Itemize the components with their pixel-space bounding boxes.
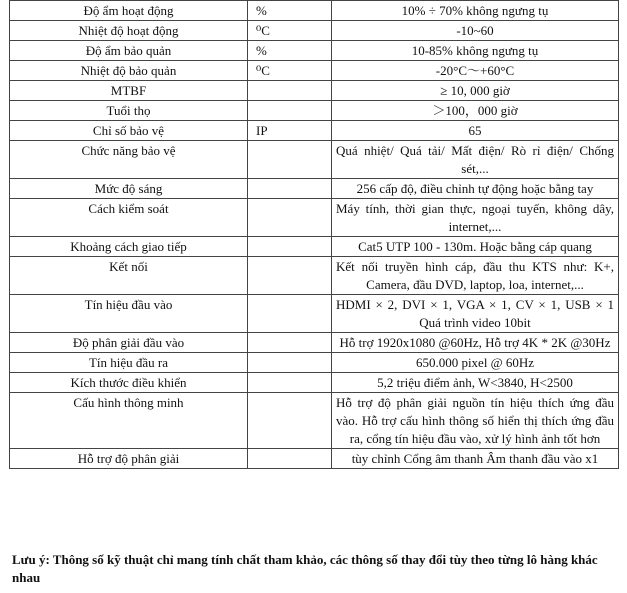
spec-name-cell: Hỗ trợ độ phân giải: [10, 449, 248, 469]
spec-name-cell: Tuổi thọ: [10, 101, 248, 121]
table-row: [10, 199, 619, 237]
spec-name-cell: Nhiệt độ hoạt động: [10, 21, 248, 41]
spec-value-cell: 10-85% không ngưng tụ: [332, 41, 619, 61]
table-row: [10, 449, 619, 469]
spec-value-cell: HDMI × 2, DVI × 1, VGA × 1, CV × 1, USB × 1 Quá trình video 10bit: [332, 295, 619, 333]
spec-unit-cell: [248, 141, 332, 179]
spec-name-cell: Chức năng bảo vệ: [10, 141, 248, 179]
disclaimer-note: Lưu ý: Thông số kỹ thuật chỉ mang tính chất tham khảo, các thông số thay đổi tùy theo từng lô hàng khác nhau: [12, 552, 598, 585]
spec-name-cell: Độ ẩm hoạt động: [10, 1, 248, 21]
spec-value-cell: 10% ÷ 70% không ngưng tụ: [332, 1, 619, 21]
spec-table-body: [10, 1, 619, 469]
spec-unit-cell: [248, 449, 332, 469]
spec-name-cell: Độ ẩm bảo quản: [10, 41, 248, 61]
spec-unit-cell: [248, 373, 332, 393]
spec-value-cell: Quá nhiệt/ Quá tải/ Mất điện/ Rò rỉ điện/ Chống sét,...: [332, 141, 619, 179]
table-row: [10, 373, 619, 393]
spec-value-cell: -20°C～+60°C: [332, 61, 619, 81]
spec-name-cell: Nhiệt độ bảo quản: [10, 61, 248, 81]
spec-value-cell: ≥ 10, 000 giờ: [332, 81, 619, 101]
spec-name-cell: Mức độ sáng: [10, 179, 248, 199]
spec-unit-cell: IP: [248, 121, 332, 141]
table-row: [10, 81, 619, 101]
table-row: [10, 353, 619, 373]
spec-unit-cell: [248, 199, 332, 237]
table-row: [10, 257, 619, 295]
table-row: [10, 121, 619, 141]
spec-value-cell: 650.000 pixel @ 60Hz: [332, 353, 619, 373]
spec-unit-cell: [248, 257, 332, 295]
spec-unit-cell: [248, 81, 332, 101]
spec-value-cell: Cat5 UTP 100 - 130m. Hoặc bằng cáp quang: [332, 237, 619, 257]
spec-name-cell: Độ phân giải đầu vào: [10, 333, 248, 353]
spec-value-cell: 256 cấp độ, điều chỉnh tự động hoặc bằng tay: [332, 179, 619, 199]
spec-name-cell: Kết nối: [10, 257, 248, 295]
table-row: [10, 41, 619, 61]
spec-value-cell: tùy chỉnh Cổng âm thanh Âm thanh đầu vào x1: [332, 449, 619, 469]
spec-name-cell: Tín hiệu đầu vào: [10, 295, 248, 333]
spec-name-cell: Khoảng cách giao tiếp: [10, 237, 248, 257]
table-row: [10, 393, 619, 449]
spec-unit-cell: [248, 237, 332, 257]
spec-unit-cell: [248, 101, 332, 121]
spec-name-cell: Kích thước điều khiển: [10, 373, 248, 393]
spec-unit-cell: [248, 333, 332, 353]
table-row: [10, 1, 619, 21]
table-row: [10, 141, 619, 179]
spec-value-cell: 5,2 triệu điểm ảnh, W<3840, H<2500: [332, 373, 619, 393]
table-row: [10, 295, 619, 333]
spec-value-cell: Hỗ trợ 1920x1080 @60Hz, Hỗ trợ 4K * 2K @30Hz: [332, 333, 619, 353]
table-row: [10, 101, 619, 121]
spec-unit-cell: [248, 393, 332, 449]
table-row: [10, 21, 619, 41]
table-row: [10, 179, 619, 199]
spec-value-cell: Máy tính, thời gian thực, ngoại tuyến, không dây, internet,...: [332, 199, 619, 237]
table-row: [10, 61, 619, 81]
spec-value-cell: Hỗ trợ độ phân giải nguồn tín hiệu thích ứng đầu vào. Hỗ trợ cấu hình thông số hiển thị thích ứng đầu ra, cổng tín hiệu đầu vào, xử lý hình ảnh tốt hơn: [332, 393, 619, 449]
spec-table: [9, 0, 619, 469]
spec-unit-cell: [248, 295, 332, 333]
spec-value-cell: ＞100，000 giờ: [332, 101, 619, 121]
spec-name-cell: Chỉ số bảo vệ: [10, 121, 248, 141]
spec-name-cell: Cách kiểm soát: [10, 199, 248, 237]
spec-unit-cell: [248, 353, 332, 373]
spec-unit-cell: ⁰C: [248, 61, 332, 81]
table-row: [10, 333, 619, 353]
spec-unit-cell: %: [248, 1, 332, 21]
table-row: [10, 237, 619, 257]
spec-name-cell: MTBF: [10, 81, 248, 101]
spec-name-cell: Cấu hình thông minh: [10, 393, 248, 449]
spec-name-cell: Tín hiệu đầu ra: [10, 353, 248, 373]
spec-unit-cell: %: [248, 41, 332, 61]
spec-value-cell: 65: [332, 121, 619, 141]
spec-value-cell: -10~60: [332, 21, 619, 41]
spec-value-cell: Kết nối truyền hình cáp, đầu thu KTS như: K+, Camera, đầu DVD, laptop, loa, internet,...: [332, 257, 619, 295]
spec-unit-cell: [248, 179, 332, 199]
spec-unit-cell: ⁰C: [248, 21, 332, 41]
